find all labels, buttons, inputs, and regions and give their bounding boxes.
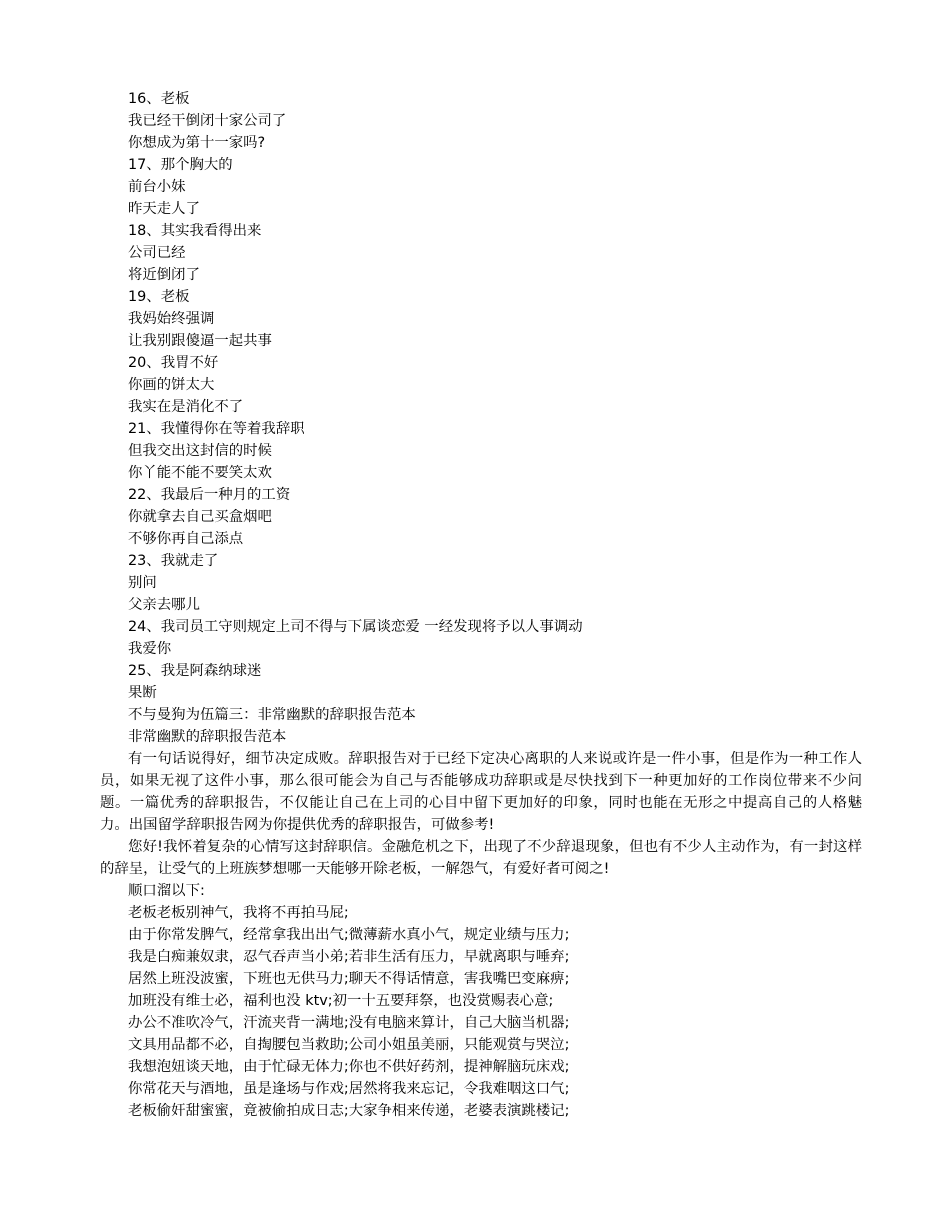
list-line: 23、我就走了 <box>128 553 219 569</box>
list-line: 昨天走人了 <box>128 201 200 217</box>
list-line: 你画的饼太大 <box>128 377 215 393</box>
list-line: 22、我最后一种月的工资 <box>128 487 291 503</box>
list-line: 公司已经 <box>128 245 186 261</box>
poem-line: 办公不准吹冷气，汗流夹背一满地;没有电脑来算计，自己大脑当机器; <box>128 1015 570 1031</box>
section-heading: 不与曼狗为伍篇三：非常幽默的辞职报告范本 <box>128 707 416 723</box>
body-paragraph: 顺口溜以下: <box>128 883 205 899</box>
list-line: 你丫能不能不要笑太欢 <box>128 465 272 481</box>
list-line: 我已经干倒闭十家公司了 <box>128 113 287 129</box>
document-page <box>0 88 950 1122</box>
list-line: 我实在是消化不了 <box>128 399 244 415</box>
section-title: 非常幽默的辞职报告范本 <box>128 729 287 745</box>
poem-line: 由于你常发脾气，经常拿我出出气;微薄薪水真小气，规定业绩与压力; <box>128 927 570 943</box>
list-line: 24、我司员工守则规定上司不得与下属谈恋爱 一经发现将予以人事调动 <box>128 619 583 635</box>
list-line: 别问 <box>128 575 157 591</box>
list-line: 你想成为第十一家吗? <box>128 135 266 151</box>
poem-line: 老板偷奸甜蜜蜜，竟被偷拍成日志;大家争相来传递，老婆表演跳楼记; <box>128 1103 570 1119</box>
list-line: 21、我懂得你在等着我辞职 <box>128 421 305 437</box>
list-line: 20、我胃不好 <box>128 355 219 371</box>
body-paragraphs <box>0 748 950 902</box>
list-line: 18、其实我看得出来 <box>128 223 262 239</box>
list-line: 我妈始终强调 <box>128 311 215 327</box>
list-line: 但我交出这封信的时候 <box>128 443 272 459</box>
poem-line: 居然上班没波蜜，下班也无供马力;聊天不得话情意，害我嘴巴变麻痹; <box>128 971 570 987</box>
list-line: 前台小妹 <box>128 179 186 195</box>
body-paragraph: 您好!我怀着复杂的心情写这封辞职信。金融危机之下，出现了不少辞退现象，但也有不少人主动作为，有一封这样的辞呈，让受气的上班族梦想哪一天能够开除老板，一解怨气，有爱好者可阅之! <box>100 839 862 877</box>
list-line: 17、那个胸大的 <box>128 157 233 173</box>
poem-line: 老板老板别神气，我将不再拍马屁; <box>128 905 349 921</box>
list-line: 将近倒闭了 <box>128 267 200 283</box>
list-line: 19、老板 <box>128 289 190 305</box>
poem-line: 文具用品都不必，自掏腰包当救助;公司小姐虽美丽，只能观赏与哭泣; <box>128 1037 570 1053</box>
poem-line: 我想泡妞谈天地，由于忙碌无体力;你也不供好药剂，提神解脑玩床戏; <box>128 1059 570 1075</box>
list-line: 父亲去哪儿 <box>128 597 200 613</box>
list-line: 你就拿去自己买盒烟吧 <box>128 509 272 525</box>
poem-line: 你常花天与酒地，虽是逢场与作戏;居然将我来忘记，令我难咽这口气; <box>128 1081 570 1097</box>
list-line: 25、我是阿森纳球迷 <box>128 663 262 679</box>
poem-line: 加班没有维士必，福利也没 ktv;初一十五要拜祭，也没赏赐表心意; <box>128 993 554 1009</box>
body-paragraph: 有一句话说得好，细节决定成败。辞职报告对于已经下定决心离职的人来说或许是一件小事，但是作为一种工作人员，如果无视了这件小事，那么很可能会为自己与否能够成功辞职或是尽快找到下一种更加好的工作岗位带来不少问题。一篇优秀的辞职报告，不仅能让自己在上司的心目中留下更加好的印象，同时也能在无形之中提高自己的人格魅力。出国留学辞职报告网为你提供优秀的辞职报告，可做参考! <box>100 751 862 833</box>
list-line: 让我别跟傻逼一起共事 <box>128 333 272 349</box>
poem <box>0 902 950 1122</box>
numbered-list <box>0 88 950 748</box>
list-line: 16、老板 <box>128 91 190 107</box>
poem-line: 我是白痴兼奴隶，忍气吞声当小弟;若非生活有压力，早就离职与唾弃; <box>128 949 570 965</box>
list-line: 果断 <box>128 685 157 701</box>
list-line: 不够你再自己添点 <box>128 531 244 547</box>
list-line: 我爱你 <box>128 641 172 657</box>
